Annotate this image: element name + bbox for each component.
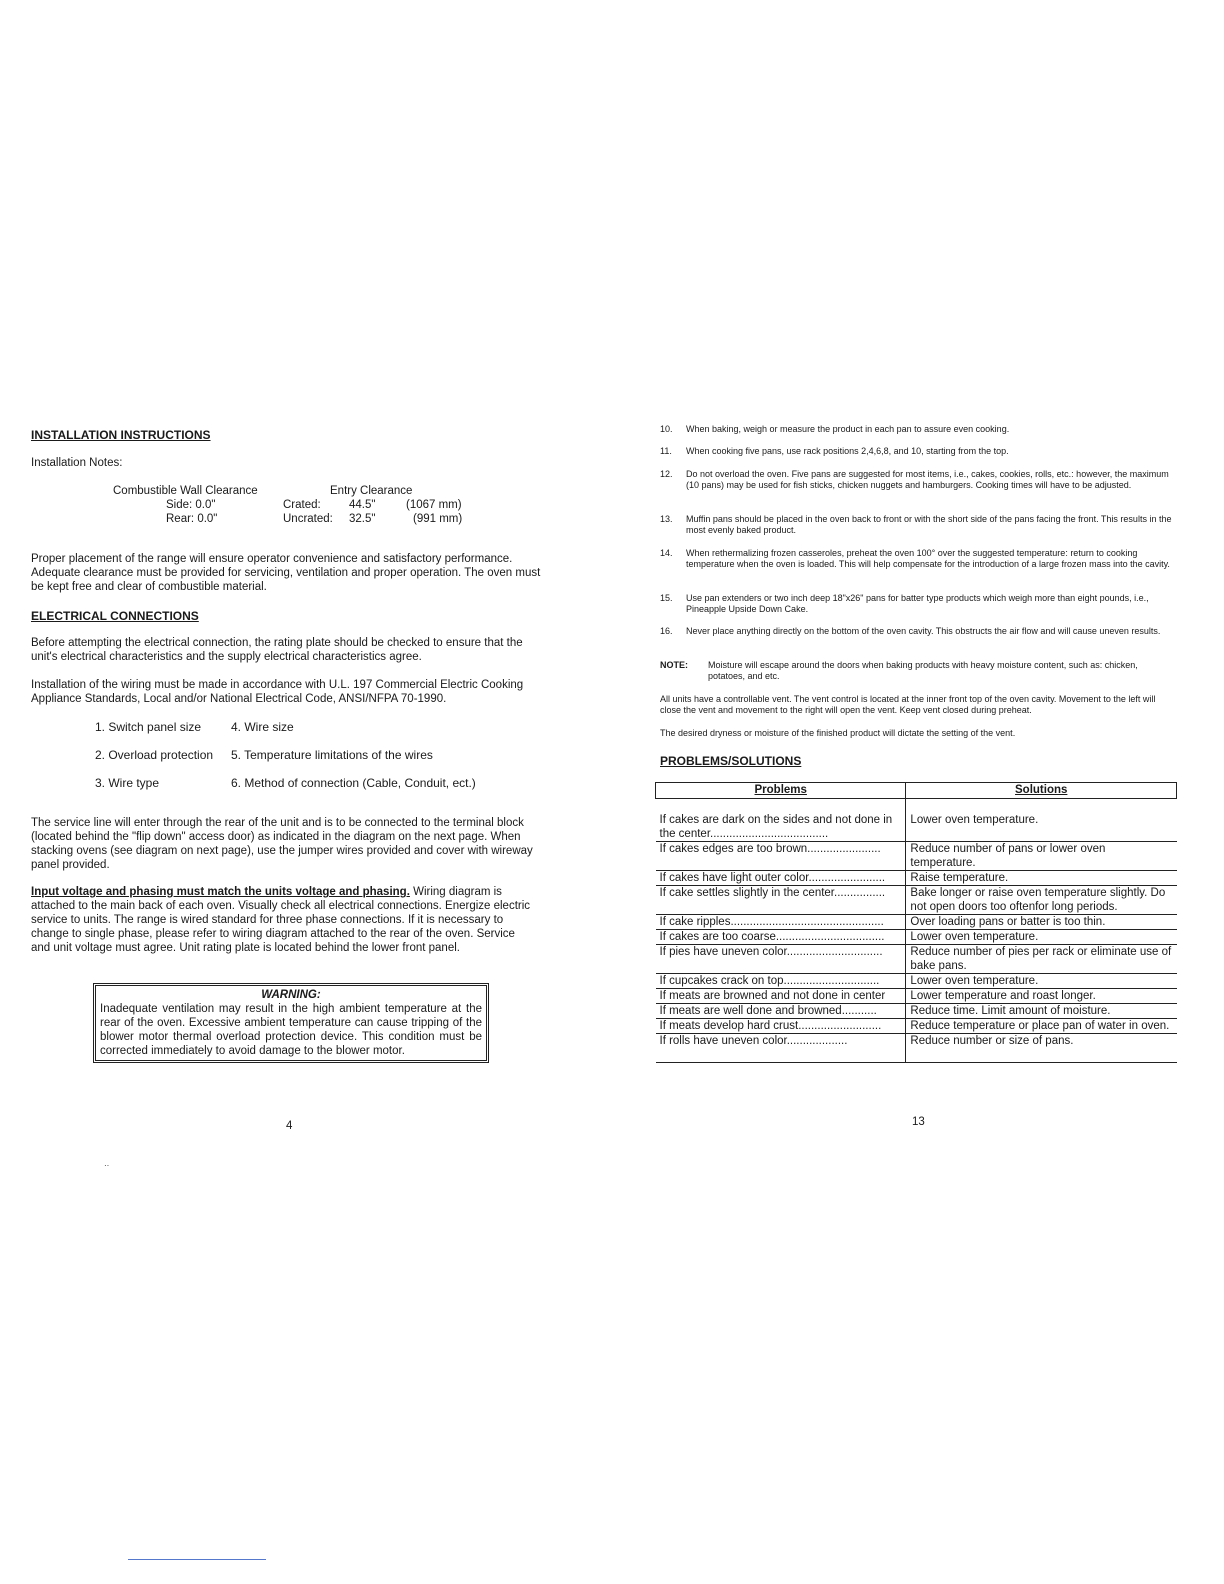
item-number: 16. xyxy=(660,626,673,636)
warning-box xyxy=(93,983,489,1063)
solution-cell: Reduce time. Limit amount of moisture. xyxy=(906,1004,1177,1019)
rear-clearance: Rear: 0.0" xyxy=(166,513,218,525)
list-item: When baking, weigh or measure the product in each pan to assure even cooking. xyxy=(686,424,1010,434)
warning-text: Inadequate ventilation may result in the high ambient temperature at the rear of the oven. Excessive ambient temperature can cause tripping of the blower motor thermal overload protection device. This condition must be corrected immediately to avoid damage to the blower motor. xyxy=(100,1003,482,1057)
uncrated-value: 32.5" xyxy=(349,513,376,525)
table-row xyxy=(656,842,1177,871)
list-item: Never place anything directly on the bottom of the oven cavity. This obstructs the air flow and will cause uneven results. xyxy=(686,626,1161,636)
list-item: Do not overload the oven. Five pans are suggested for most items, i.e., cakes, cookies, rolls, etc.: however, the maximum (10 pans) may be used for fish sticks, chicken nuggets and hamburgers. Cooking times will have to be adjusted. xyxy=(686,469,1169,490)
problem-cell: If cakes are too coarse.................................. xyxy=(656,930,906,945)
table-row xyxy=(656,799,1177,842)
voltage-block xyxy=(31,885,536,955)
footer-divider xyxy=(128,1559,266,1560)
solution-cell: Lower oven temperature. xyxy=(906,974,1177,989)
page-number: 13 xyxy=(912,1116,925,1128)
wall-clearance-title: Combustible Wall Clearance xyxy=(113,485,258,497)
list-item: 1. Switch panel size xyxy=(95,720,202,734)
item-number: 13. xyxy=(660,514,673,524)
column-header-solutions: Solutions xyxy=(906,783,1177,799)
problem-cell: If cupcakes crack on top.............................. xyxy=(656,974,906,989)
column-header-problems: Problems xyxy=(656,783,906,799)
table-row xyxy=(656,930,1177,945)
problem-cell: If cakes edges are too brown....................... xyxy=(656,842,906,871)
table-row xyxy=(656,1019,1177,1034)
crated-value: 44.5" xyxy=(349,499,376,511)
problems-table xyxy=(655,782,1177,1063)
solution-cell: Lower oven temperature. xyxy=(906,799,1177,842)
list-item: When rethermalizing frozen casseroles, preheat the oven 100° over the suggested temperature: return to cooking temperature when the oven is loaded. This will help compensate for the introduction of a large frozen mass into the cavity. xyxy=(686,548,1170,569)
problems-heading: PROBLEMS/SOLUTIONS xyxy=(660,754,802,768)
list-item: 2. Overload protection xyxy=(95,748,214,762)
table-row xyxy=(656,1034,1177,1063)
table-row xyxy=(656,871,1177,886)
table-row xyxy=(656,989,1177,1004)
problem-cell: If meats are browned and not done in center xyxy=(656,989,906,1004)
solution-cell: Over loading pans or batter is too thin. xyxy=(906,915,1177,930)
table-header-row xyxy=(656,783,1177,799)
list-item: 4. Wire size xyxy=(231,720,294,734)
problem-cell: If meats are well done and browned........... xyxy=(656,1004,906,1019)
uncrated-label: Uncrated: xyxy=(283,513,333,525)
item-number: 14. xyxy=(660,548,673,558)
service-paragraph: The service line will enter through the rear of the unit and is to be connected to the terminal block (located behind the "flip down" access door) as indicated in the diagram on the next page. When stacking ovens (see diagram on next page), use the jumper wires provided and cover with wireway panel provided. xyxy=(31,817,533,871)
page-title: INSTALLATION INSTRUCTIONS xyxy=(31,428,211,442)
item-number: 15. xyxy=(660,593,673,603)
item-number: 11. xyxy=(660,446,672,456)
stray-mark: ·· xyxy=(104,1161,110,1170)
installation-notes-label: Installation Notes: xyxy=(31,457,123,469)
problem-cell: If rolls have uneven color................... xyxy=(656,1034,906,1063)
problem-cell: If cake ripples................................................ xyxy=(656,915,906,930)
item-number: 12. xyxy=(660,469,673,479)
wiring-paragraph: Installation of the wiring must be made in accordance with U.L. 197 Commercial Electric Cooking Appliance Standards, Local and/or National Electrical Code, ANSI/NFPA 70-1990. xyxy=(31,679,524,705)
list-item: 3. Wire type xyxy=(95,776,160,790)
table-row xyxy=(656,1004,1177,1019)
voltage-paragraph: Wiring diagram is attached to the main back of each oven. Visually check all electrical connections. Energize electric service to units. The range is wired standard for three phase connections. If it is necessary to change to single phase, please refer to wiring diagram attached to the rear of the oven. Service and unit voltage must agree. Unit rating plate is located behind the lower front panel. xyxy=(31,886,531,954)
list-item: Muffin pans should be placed in the oven back to front or with the short side of the pans facing the front. This results in the most evenly baked product. xyxy=(686,514,1172,535)
table-row xyxy=(656,974,1177,989)
note-text: Moisture will escape around the doors when baking products with heavy moisture content, such as: chicken, potatoes, and etc. xyxy=(708,660,1138,681)
placement-paragraph: Proper placement of the range will ensure operator convenience and satisfactory performance. Adequate clearance must be provided for servicing, ventilation and proper operation. The oven must be kept free and clear of combustible material. xyxy=(31,553,541,593)
list-item: When cooking five pans, use rack positions 2,4,6,8, and 10, starting from the top. xyxy=(686,446,1009,456)
list-item: 5. Temperature limitations of the wires xyxy=(231,748,433,762)
problem-cell: If meats develop hard crust.......................... xyxy=(656,1019,906,1034)
solution-cell: Reduce number of pies per rack or eliminate use of bake pans. xyxy=(906,945,1177,974)
dryness-paragraph: The desired dryness or moisture of the finished product will dictate the setting of the vent. xyxy=(660,728,1016,738)
crated-label: Crated: xyxy=(283,499,321,511)
solution-cell: Lower temperature and roast longer. xyxy=(906,989,1177,1004)
table-row xyxy=(656,886,1177,915)
crated-mm: (1067 mm) xyxy=(406,499,462,511)
page-number: 4 xyxy=(286,1120,293,1132)
side-clearance: Side: 0.0" xyxy=(166,499,216,511)
solution-cell: Lower oven temperature. xyxy=(906,930,1177,945)
solution-cell: Reduce number of pans or lower oven temperature. xyxy=(906,842,1177,871)
entry-clearance-title: Entry Clearance xyxy=(330,485,413,497)
electrical-heading: ELECTRICAL CONNECTIONS xyxy=(31,609,199,623)
problem-cell: If cakes are dark on the sides and not done in the center..................................... xyxy=(656,799,906,842)
uncrated-mm: (991 mm) xyxy=(413,513,463,525)
vent-paragraph: All units have a controllable vent. The vent control is located at the inner front top of the oven cavity. Movement to the left will close the vent and movement to the right will open the vent. Keep vent closed during preheat. xyxy=(660,694,1156,715)
solution-cell: Bake longer or raise oven temperature slightly. Do not open doors too oftenfor long periods. xyxy=(906,886,1177,915)
item-number: 10. xyxy=(660,424,673,434)
solution-cell: Raise temperature. xyxy=(906,871,1177,886)
voltage-warning-text: Input voltage and phasing must match the units voltage and phasing. xyxy=(31,886,410,898)
note-label: NOTE: xyxy=(660,660,688,670)
rating-paragraph: Before attempting the electrical connection, the rating plate should be checked to ensure that the unit's electrical characteristics and the supply electrical characteristics agree. xyxy=(31,637,523,663)
table-row xyxy=(656,945,1177,974)
problem-cell: If pies have uneven color.............................. xyxy=(656,945,906,974)
list-item: 6. Method of connection (Cable, Conduit, ect.) xyxy=(231,776,476,790)
table-row xyxy=(656,915,1177,930)
solution-cell: Reduce temperature or place pan of water in oven. xyxy=(906,1019,1177,1034)
solution-cell: Reduce number or size of pans. xyxy=(906,1034,1177,1063)
problem-cell: If cakes have light outer color........................ xyxy=(656,871,906,886)
list-item: Use pan extenders or two inch deep 18"x26" pans for batter type products which weigh more than eight pounds, i.e., Pineapple Upside Down Cake. xyxy=(686,593,1149,614)
problem-cell: If cake settles slightly in the center................ xyxy=(656,886,906,915)
warning-title: WARNING: xyxy=(261,989,321,1001)
